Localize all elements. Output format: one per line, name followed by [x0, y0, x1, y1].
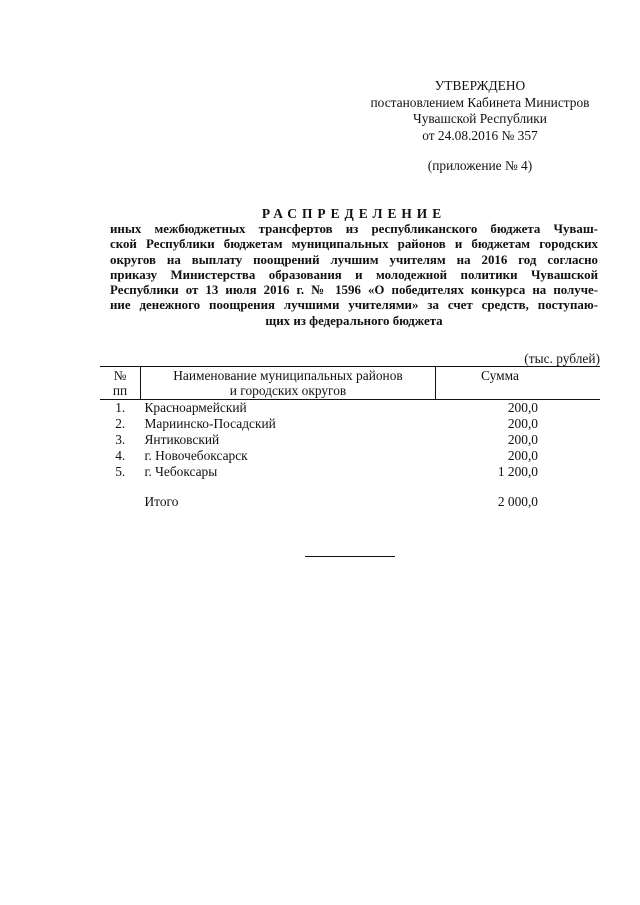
subtitle-line: щих из федерального бюджета	[265, 313, 443, 328]
row-name: Мариинско-Посадский	[144, 416, 276, 431]
distribution-table	[100, 366, 600, 510]
row-sum: 1 200,0	[497, 464, 538, 479]
units-label: (тыс. рублей)	[524, 351, 600, 366]
row-number: 2.	[115, 416, 126, 431]
approval-line: УТВЕРЖДЕНО	[434, 78, 526, 93]
row-name: Красноармейский	[144, 400, 247, 415]
total-label: Итого	[144, 494, 179, 509]
subtitle-line: Республики от 13 июля 2016 г. № 1596 «О победителях конкурса на получе-	[110, 283, 598, 298]
table-row	[100, 416, 600, 432]
table-row	[100, 448, 600, 464]
table-header-row	[100, 367, 600, 400]
subtitle-line: округов на выплату поощрений лучшим учителям на 2016 год согласно	[110, 252, 598, 267]
row-number: 4.	[115, 448, 126, 463]
row-name: Янтиковский	[144, 432, 220, 447]
row-name: г. Новочебоксарск	[144, 448, 248, 463]
approval-line: Чувашской Республики	[413, 111, 547, 126]
table-spacer	[100, 480, 600, 494]
row-number: 5.	[115, 464, 126, 479]
closing-divider	[305, 556, 395, 557]
row-sum: 200,0	[507, 416, 538, 431]
table-row	[100, 432, 600, 448]
subtitle-line: иных межбюджетных трансфертов из республиканского бюджета Чуваш-	[110, 222, 598, 236]
row-number: 1.	[115, 400, 126, 415]
row-name: г. Чебоксары	[144, 464, 218, 479]
subtitle-line: ской Республики бюджетам муниципальных районов и бюджетам городских	[110, 237, 598, 252]
subtitle-line: ние денежного поощрения лучшими учителями» за счет средств, поступаю-	[110, 298, 598, 313]
appendix-label: (приложение № 4)	[427, 158, 533, 173]
row-sum: 200,0	[507, 400, 538, 415]
header-sum: Сумма	[436, 367, 601, 400]
row-sum: 200,0	[507, 448, 538, 463]
total-row	[100, 494, 600, 510]
subtitle-line: приказу Министерства образования и молодежной политики Чувашской	[110, 267, 598, 282]
approval-line: постановлением Кабинета Министров	[370, 94, 590, 110]
table-row	[100, 464, 600, 480]
document-subtitle	[110, 222, 598, 329]
row-number: 3.	[115, 432, 126, 447]
document-title: РАСПРЕДЕЛЕНИЕ	[261, 206, 447, 221]
header-name: Наименование муниципальных районов и городских округов	[141, 367, 436, 400]
header-number: № пп	[100, 367, 141, 400]
table-row	[100, 400, 600, 417]
approval-block	[340, 78, 620, 144]
total-sum: 2 000,0	[497, 494, 538, 509]
row-sum: 200,0	[507, 432, 538, 447]
approval-line: от 24.08.2016 № 357	[422, 127, 538, 143]
